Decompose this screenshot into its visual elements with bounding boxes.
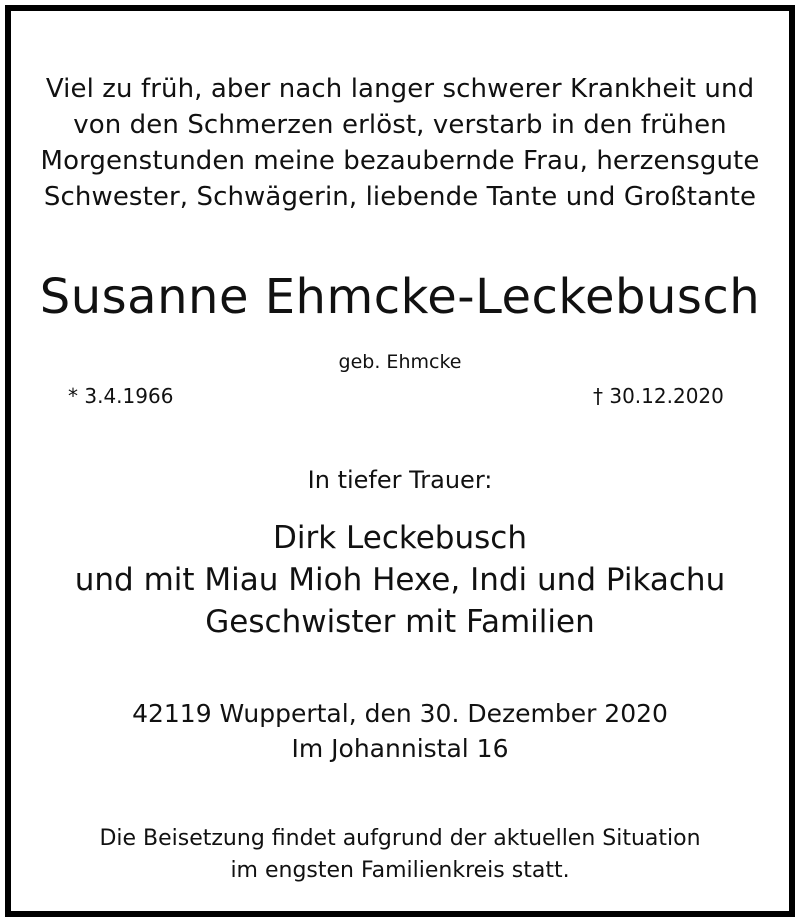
obituary-card <box>5 5 795 917</box>
intro-line: Morgenstunden meine bezaubernde Frau, herzensgute <box>40 146 760 176</box>
burial-notice <box>11 823 789 887</box>
mourning-heading: In tiefer Trauer: <box>307 466 493 494</box>
intro-line: Viel zu früh, aber nach langer schwerer Krankheit und <box>45 74 755 104</box>
maiden-name: geb. Ehmcke <box>338 351 462 373</box>
street-address: Im Johannistal 16 <box>291 734 509 763</box>
intro-line: Schwester, Schwägerin, liebende Tante und Großtante <box>43 182 757 212</box>
location-block <box>11 696 789 766</box>
city-date: 42119 Wuppertal, den 30. Dezember 2020 <box>132 699 668 728</box>
mourner-line: Dirk Leckebusch <box>273 520 527 556</box>
death-date: † 30.12.2020 <box>593 384 724 408</box>
mourners-list <box>11 517 789 643</box>
intro-text <box>11 71 789 215</box>
burial-line: Die Beisetzung findet aufgrund der aktuellen Situation <box>99 826 701 851</box>
mourner-line: Geschwister mit Familien <box>205 604 595 640</box>
deceased-name: Susanne Ehmcke-Leckebusch <box>39 269 761 325</box>
mourner-line: und mit Miau Mioh Hexe, Indi und Pikachu <box>74 562 726 598</box>
intro-line: von den Schmerzen erlöst, verstarb in den frühen <box>73 110 727 140</box>
burial-line: im engsten Familienkreis statt. <box>230 858 570 883</box>
birth-date: * 3.4.1966 <box>68 384 174 408</box>
